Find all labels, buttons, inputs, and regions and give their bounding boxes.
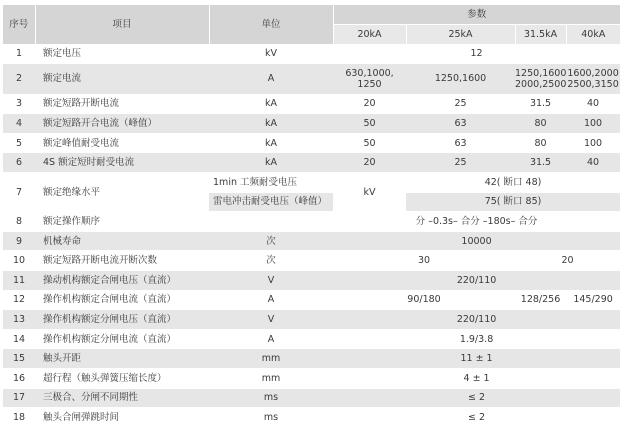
row-value: ≤ 2	[333, 408, 620, 428]
row-value-40ka: 1600,2000 2500,3150	[566, 63, 620, 94]
row-value-25ka: 63	[406, 133, 515, 153]
row-value-25ka: 25	[406, 94, 515, 114]
row-unit: V	[209, 270, 333, 290]
row-value-20ka: 50	[333, 114, 406, 134]
row-unit: A	[209, 329, 333, 349]
row-no: 4	[3, 114, 35, 134]
row-no: 17	[3, 388, 35, 408]
table-row	[3, 290, 620, 310]
row-unit: 次	[209, 231, 333, 251]
table-row	[3, 94, 620, 114]
row-item	[35, 172, 209, 211]
row-value-31ka: 80	[515, 133, 566, 153]
row-item: 操动机构额定合闸电压（直流）	[35, 270, 209, 290]
header-params: 参数	[333, 5, 620, 25]
row-unit: ms	[209, 408, 333, 428]
row-item: 触头开距	[35, 349, 209, 369]
header-col-40ka: 40kA	[566, 25, 620, 45]
row-value: ≤ 2	[333, 388, 620, 408]
header-col-20ka: 20kA	[333, 25, 406, 45]
row-unit: kV	[209, 44, 333, 63]
row-item: 三极合、分闸不同期性	[35, 388, 209, 408]
row-value-20-25ka: 90/180	[333, 290, 515, 310]
table-row	[3, 329, 620, 349]
spec-table	[3, 5, 620, 428]
row-item: 额定电压	[35, 44, 209, 63]
row-unit: A	[209, 63, 333, 94]
row-value: 11 ± 1	[333, 349, 620, 369]
row-no: 13	[3, 310, 35, 330]
row-no: 10	[3, 251, 35, 271]
row-value: 4 ± 1	[333, 368, 620, 388]
row-unit: kA	[209, 153, 333, 173]
table-row	[3, 368, 620, 388]
row-value-31ka: 1250,1600 2000,2500	[515, 63, 566, 94]
table-row	[3, 63, 620, 94]
row-no: 5	[3, 133, 35, 153]
row-unit	[209, 212, 333, 232]
row-value-25ka: 1250,1600	[406, 63, 515, 94]
row-item: 额定短路开断电流	[35, 94, 209, 114]
row-value-40ka: 40	[566, 153, 620, 173]
row-value-31ka: 31.5	[515, 153, 566, 173]
row-value-right: 20	[515, 251, 620, 271]
row-value-40ka: 40	[566, 94, 620, 114]
row-no: 16	[3, 368, 35, 388]
table-row	[3, 251, 620, 271]
row-item: 机械寿命	[35, 231, 209, 251]
table-row	[3, 270, 620, 290]
row-unit: 次	[209, 251, 333, 271]
header-no: 序号	[3, 5, 35, 44]
row-no: 11	[3, 270, 35, 290]
row-item: 额定峰值耐受电流	[35, 133, 209, 153]
table-row	[3, 44, 620, 63]
row-value: 220/110	[333, 310, 620, 330]
row-value-40ka: 100	[566, 114, 620, 134]
row-no: 7	[3, 172, 35, 211]
row-value-sub2: 75( 断口 85)	[406, 192, 620, 212]
row-value: 220/110	[333, 270, 620, 290]
row-value-25ka: 63	[406, 114, 515, 134]
row-value: 分 –0.3s– 合分 –180s– 合分	[333, 212, 620, 232]
header-item: 项目	[35, 5, 209, 44]
table-row	[3, 349, 620, 369]
table-row	[3, 310, 620, 330]
row-unit: kV	[333, 172, 406, 211]
row-value-left: 30	[333, 251, 515, 271]
table-row	[3, 114, 620, 134]
row-no: 18	[3, 408, 35, 428]
row-value-31ka: 80	[515, 114, 566, 134]
row-no: 8	[3, 212, 35, 232]
row-unit: V	[209, 310, 333, 330]
row-subitem-2: 雷电冲击耐受电压（峰值）	[209, 192, 333, 212]
row-no: 9	[3, 231, 35, 251]
row-item: 操作机构额定分闸电压（直流）	[35, 310, 209, 330]
row-value-40ka: 100	[566, 133, 620, 153]
row-value: 10000	[333, 231, 620, 251]
table-row	[3, 231, 620, 251]
row-item: 超行程（触头弹簧压缩长度）	[35, 368, 209, 388]
row-item: 触头合闸弹跳时间	[35, 408, 209, 428]
row-unit: ms	[209, 388, 333, 408]
row-unit: A	[209, 290, 333, 310]
row-unit: mm	[209, 368, 333, 388]
row-no: 6	[3, 153, 35, 173]
row-value-20ka: 20	[333, 94, 406, 114]
table-row	[3, 212, 620, 232]
row-item: 操作机构额定分闸电流（直流）	[35, 329, 209, 349]
row-item: 额定电流	[35, 63, 209, 94]
row-item-label: 额定绝缘水平	[43, 186, 101, 198]
row-item: 额定短路开合电流（峰值）	[35, 114, 209, 134]
row-no: 1	[3, 44, 35, 63]
row-value-40ka: 145/290	[566, 290, 620, 310]
header-col-31ka: 31.5kA	[515, 25, 566, 45]
row-value-31ka: 128/256	[515, 290, 566, 310]
row-item: 额定短路开断电流开断次数	[35, 251, 209, 271]
row-no: 14	[3, 329, 35, 349]
header-col-25ka: 25kA	[406, 25, 515, 45]
table-row	[3, 388, 620, 408]
table-row	[3, 408, 620, 428]
row-no: 2	[3, 63, 35, 94]
row-no: 15	[3, 349, 35, 369]
row-item: 操作机构额定合闸电流（直流）	[35, 290, 209, 310]
row-unit: kA	[209, 94, 333, 114]
row-value-20ka: 20	[333, 153, 406, 173]
row-value: 1.9/3.8	[333, 329, 620, 349]
row-unit: mm	[209, 349, 333, 369]
row-value-20ka: 50	[333, 133, 406, 153]
header-unit: 单位	[209, 5, 333, 44]
row-no: 12	[3, 290, 35, 310]
table-row	[3, 133, 620, 153]
row-no: 3	[3, 94, 35, 114]
row-value: 12	[333, 44, 620, 63]
row-unit: kA	[209, 114, 333, 134]
row-value-31ka: 31.5	[515, 94, 566, 114]
table-row	[3, 153, 620, 173]
row-item: 额定操作顺序	[35, 212, 209, 232]
table-row	[3, 172, 620, 192]
row-item: 4S 额定短时耐受电流	[35, 153, 209, 173]
row-unit: kA	[209, 133, 333, 153]
row-value-sub1: 42( 断口 48)	[406, 172, 620, 192]
row-subitem-1: 1min 工频耐受电压	[209, 172, 333, 192]
row-value-25ka: 25	[406, 153, 515, 173]
row-value-20ka: 630,1000, 1250	[333, 63, 406, 94]
